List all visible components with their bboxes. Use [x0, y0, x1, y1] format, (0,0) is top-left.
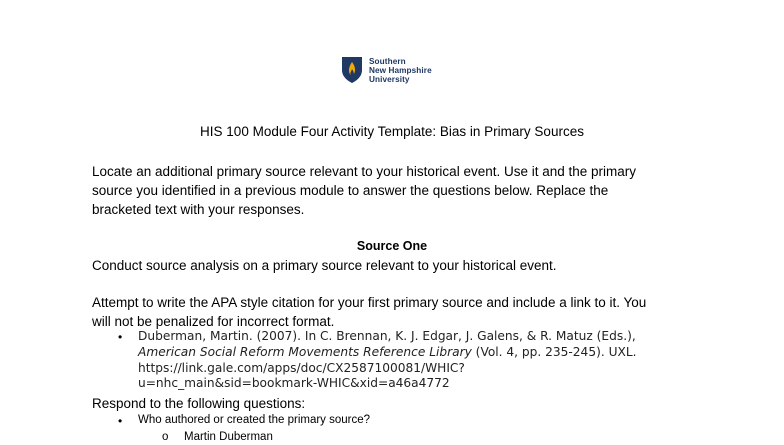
citation-link-line-1[interactable]: https://link.gale.com/apps/doc/CX2587100081/WHIC? [138, 360, 465, 375]
citation-text [138, 329, 713, 392]
logo-line-3: University [369, 74, 410, 84]
sub-bullet-icon: o [162, 431, 169, 443]
logo-line-1: Southern [369, 56, 406, 66]
intro-line-3: bracketed text with your responses. [92, 202, 305, 217]
respond-heading: Respond to the following questions: [92, 396, 306, 411]
shield-flame-icon [341, 56, 363, 84]
intro-line-2: source you identified in a previous module to answer the questions below. Replace the [92, 183, 609, 198]
bullet-icon: • [118, 330, 123, 344]
citation-link-line-2[interactable]: u=nhc_main&sid=bookmark-WHIC&xid=a46a4772 [138, 376, 450, 391]
citation-volume: (Vol. 4, pp. 235-245). UXL. [471, 344, 637, 359]
intro-paragraph [92, 162, 712, 219]
intro-line-1: Locate an additional primary source relevant to your historical event. Use it and the primary [92, 164, 637, 179]
citation-list-item [118, 329, 713, 392]
section-heading: Source One [356, 239, 428, 253]
citation-prompt-line-2: will not be penalized for incorrect format. [92, 314, 335, 329]
bullet-icon: • [118, 414, 123, 428]
snhu-logo [341, 55, 432, 85]
citation-book-title: American Social Reform Movements Reference Library [138, 344, 472, 359]
question-list-item [118, 413, 370, 429]
logo-line-2: New Hampshire [369, 65, 432, 75]
answer-text[interactable]: Martin Duberman [184, 431, 273, 443]
logo-wordmark [369, 57, 432, 84]
citation-prompt [92, 293, 732, 331]
citation-prompt-line-1: Attempt to write the APA style citation for your first primary source and include a link to it. You [92, 295, 647, 310]
answer-list-item [162, 430, 273, 445]
page-title: HIS 100 Module Four Activity Template: Bias in Primary Sources [200, 124, 584, 139]
question-text: Who authored or created the primary source? [138, 414, 371, 426]
citation-line-1: Duberman, Martin. (2007). In C. Brennan, K. J. Edgar, J. Galens, & R. Matuz (Eds.), [138, 329, 636, 343]
source-instruction: Conduct source analysis on a primary source relevant to your historical event. [92, 258, 557, 273]
citation-line-2 [138, 345, 713, 361]
